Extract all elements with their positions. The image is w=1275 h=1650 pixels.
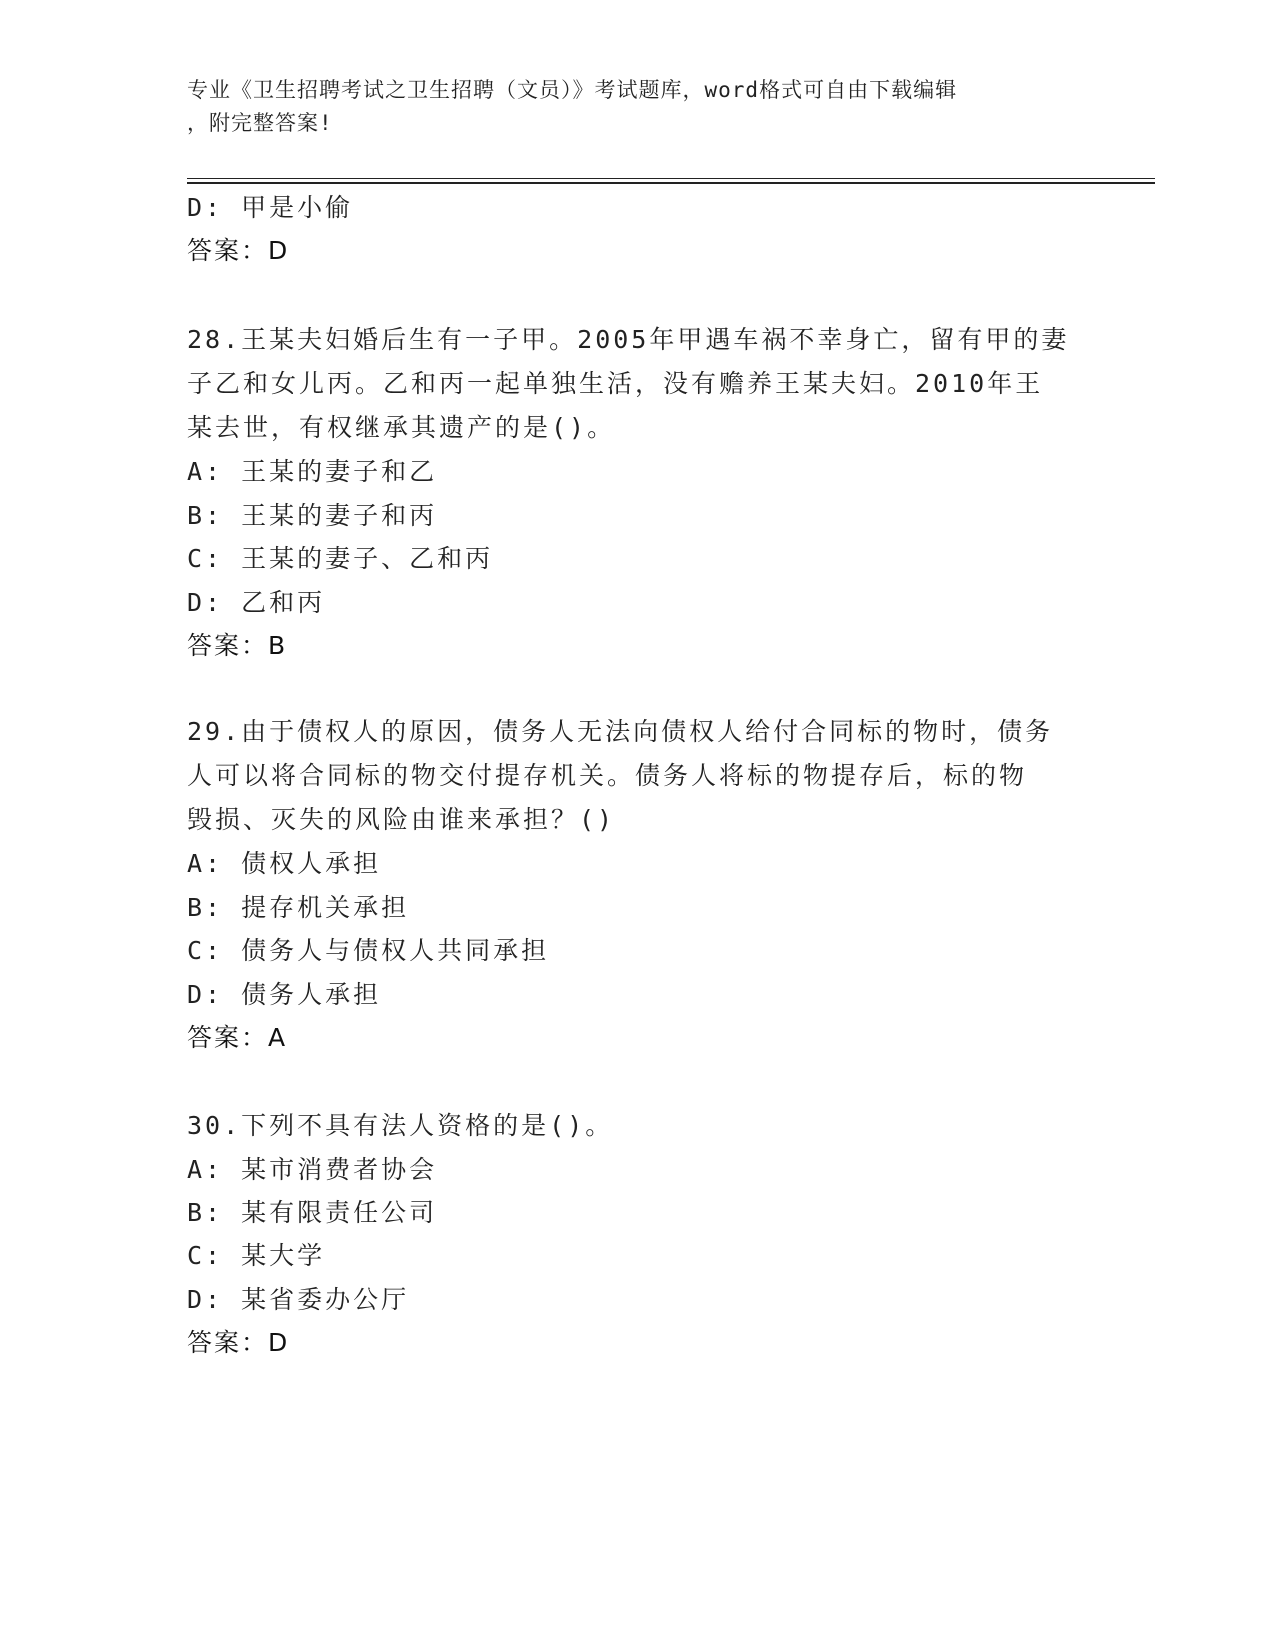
q28-option-b: B: 王某的妻子和丙 — [187, 501, 438, 530]
q29-option-c: C: 债务人与债权人共同承担 — [187, 936, 550, 965]
page-header — [187, 74, 1067, 140]
q28-option-d: D: 乙和丙 — [187, 588, 326, 617]
q28-stem-line-1: 28.王某夫妇婚后生有一子甲。2005年甲遇车祸不幸身亡，留有甲的妻 — [187, 325, 1070, 354]
q28-answer: 答案：B — [187, 631, 288, 660]
q29-answer: 答案：A — [187, 1023, 288, 1052]
q29-stem-line-2: 人可以将合同标的物交付提存机关。债务人将标的物提存后，标的物 — [187, 761, 1028, 790]
q30-option-c: C: 某大学 — [187, 1241, 326, 1270]
q28-option-c: C: 王某的妻子、乙和丙 — [187, 544, 494, 573]
prev-answer: 答案：D — [187, 236, 290, 265]
q29-option-b: B: 提存机关承担 — [187, 893, 410, 922]
header-line-2: ，附完整答案! — [187, 111, 333, 135]
header-line-1: 专业《卫生招聘考试之卫生招聘（文员）》考试题库，word格式可自由下载编辑 — [187, 78, 958, 102]
prev-option-d: D: 甲是小偷 — [187, 193, 354, 222]
q29-option-d: D: 债务人承担 — [187, 980, 382, 1009]
q28-stem-line-2: 子乙和女儿丙。乙和丙一起单独生活，没有赡养王某夫妇。2010年王 — [187, 369, 1044, 398]
q30-stem-line-1: 30.下列不具有法人资格的是()。 — [187, 1111, 614, 1140]
q29-stem-line-1: 29.由于债权人的原因，债务人无法向债权人给付合同标的物时，债务 — [187, 717, 1054, 746]
q29-option-a: A: 债权人承担 — [187, 849, 382, 878]
q30-answer: 答案：D — [187, 1328, 290, 1357]
q28-stem-line-3: 某去世，有权继承其遗产的是()。 — [187, 413, 616, 442]
header-divider-thick — [187, 182, 1155, 184]
q30-option-a: A: 某市消费者协会 — [187, 1155, 438, 1184]
q30-option-b: B: 某有限责任公司 — [187, 1198, 438, 1227]
q29-stem-line-3: 毁损、灭失的风险由谁来承担？() — [187, 805, 616, 834]
q30-option-d: D: 某省委办公厅 — [187, 1285, 410, 1314]
header-divider-thin — [187, 178, 1155, 179]
q28-option-a: A: 王某的妻子和乙 — [187, 457, 438, 486]
